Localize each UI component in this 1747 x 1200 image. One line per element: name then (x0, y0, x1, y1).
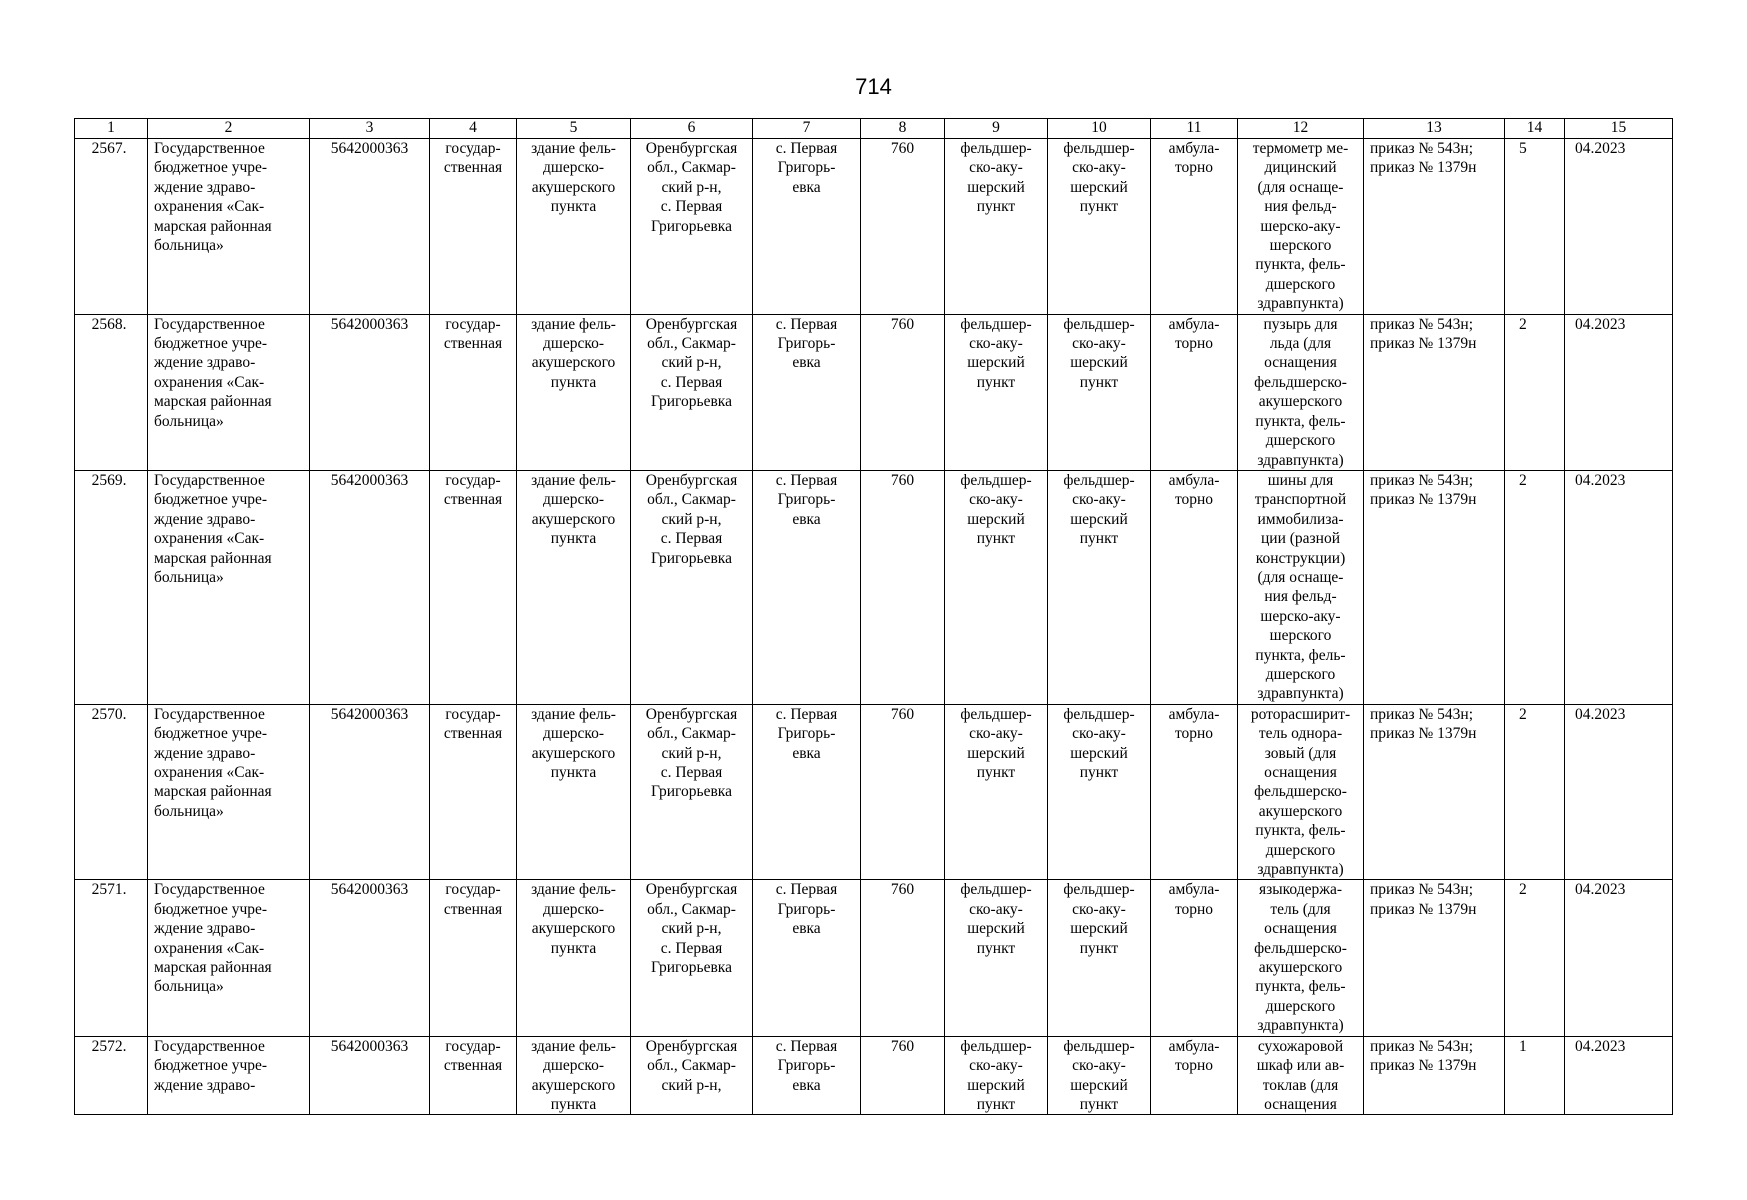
column-header: 9 (945, 119, 1048, 139)
ownership-form: государ- ственная (430, 704, 517, 880)
locality: с. Первая Григорь- евка (753, 139, 861, 315)
order: приказ № 543н; приказ № 1379н (1364, 314, 1505, 470)
order: приказ № 543н; приказ № 1379н (1364, 1036, 1505, 1115)
building: здание фель- дшерско- акушерского пункта (517, 880, 631, 1036)
row-number: 2570. (75, 704, 148, 880)
date: 04.2023 (1565, 880, 1673, 1036)
unit-name: фельдшер- ско-аку- шерский пункт (1048, 314, 1151, 470)
unit-type: фельдшер- ско-аку- шерский пункт (945, 314, 1048, 470)
quantity: 1 (1505, 1036, 1565, 1115)
locality: с. Первая Григорь- евка (753, 1036, 861, 1115)
equipment: роторасширит- тель однора- зовый (для оснащения фельдшерско- акушерского пункта, фель- дшерского здравпункта) (1238, 704, 1364, 880)
population: 760 (861, 704, 945, 880)
address: Оренбургская обл., Сакмар- ский р-н, с. Первая Григорьевка (631, 704, 753, 880)
ownership-form: государ- ственная (430, 470, 517, 704)
column-header: 4 (430, 119, 517, 139)
equipment: шины для транспортной иммобилиза- ции (разной конструкции) (для оснаще- ния фельд- шерско-аку- шерского пункта, фель- дшерского здравпункта) (1238, 470, 1364, 704)
row-number: 2569. (75, 470, 148, 704)
unit-name: фельдшер- ско-аку- шерский пункт (1048, 470, 1151, 704)
unit-name: фельдшер- ско-аку- шерский пункт (1048, 704, 1151, 880)
organization-name: Государственное бюджетное учре- ждение здраво- (148, 1036, 310, 1115)
table-row (75, 139, 1673, 315)
care-form: амбула- торно (1151, 470, 1238, 704)
table-row (75, 314, 1673, 470)
ownership-form: государ- ственная (430, 314, 517, 470)
column-header: 12 (1238, 119, 1364, 139)
table-row (75, 880, 1673, 1036)
inn: 5642000363 (310, 880, 430, 1036)
address: Оренбургская обл., Сакмар- ский р-н, с. Первая Григорьевка (631, 880, 753, 1036)
building: здание фель- дшерско- акушерского пункта (517, 470, 631, 704)
building: здание фель- дшерско- акушерского пункта (517, 704, 631, 880)
quantity: 2 (1505, 314, 1565, 470)
address: Оренбургская обл., Сакмар- ский р-н, с. Первая Григорьевка (631, 314, 753, 470)
ownership-form: государ- ственная (430, 139, 517, 315)
unit-type: фельдшер- ско-аку- шерский пункт (945, 139, 1048, 315)
date: 04.2023 (1565, 139, 1673, 315)
ownership-form: государ- ственная (430, 1036, 517, 1115)
address: Оренбургская обл., Сакмар- ский р-н, с. Первая Григорьевка (631, 139, 753, 315)
row-number: 2567. (75, 139, 148, 315)
inn: 5642000363 (310, 704, 430, 880)
order: приказ № 543н; приказ № 1379н (1364, 880, 1505, 1036)
order: приказ № 543н; приказ № 1379н (1364, 139, 1505, 315)
locality: с. Первая Григорь- евка (753, 314, 861, 470)
date: 04.2023 (1565, 314, 1673, 470)
population: 760 (861, 1036, 945, 1115)
unit-name: фельдшер- ско-аку- шерский пункт (1048, 139, 1151, 315)
column-header: 14 (1505, 119, 1565, 139)
locality: с. Первая Григорь- евка (753, 880, 861, 1036)
care-form: амбула- торно (1151, 880, 1238, 1036)
row-number: 2571. (75, 880, 148, 1036)
population: 760 (861, 470, 945, 704)
column-header: 13 (1364, 119, 1505, 139)
column-header: 7 (753, 119, 861, 139)
table-row (75, 1036, 1673, 1115)
unit-type: фельдшер- ско-аку- шерский пункт (945, 880, 1048, 1036)
organization-name: Государственное бюджетное учре- ждение здраво- охранения «Сак- марская районная больница» (148, 139, 310, 315)
population: 760 (861, 314, 945, 470)
column-header: 1 (75, 119, 148, 139)
quantity: 2 (1505, 470, 1565, 704)
column-header: 2 (148, 119, 310, 139)
column-header: 8 (861, 119, 945, 139)
equipment: термометр ме- дицинский (для оснаще- ния фельд- шерско-аку- шерского пункта, фель- дшерского здравпункта) (1238, 139, 1364, 315)
population: 760 (861, 139, 945, 315)
date: 04.2023 (1565, 1036, 1673, 1115)
organization-name: Государственное бюджетное учре- ждение здраво- охранения «Сак- марская районная больница» (148, 704, 310, 880)
column-number-row (75, 119, 1673, 139)
quantity: 2 (1505, 880, 1565, 1036)
building: здание фель- дшерско- акушерского пункта (517, 1036, 631, 1115)
locality: с. Первая Григорь- евка (753, 704, 861, 880)
row-number: 2572. (75, 1036, 148, 1115)
equipment: пузырь для льда (для оснащения фельдшерско- акушерского пункта, фель- дшерского здравпункта) (1238, 314, 1364, 470)
population: 760 (861, 880, 945, 1036)
column-header: 11 (1151, 119, 1238, 139)
address: Оренбургская обл., Сакмар- ский р-н, с. Первая Григорьевка (631, 470, 753, 704)
locality: с. Первая Григорь- евка (753, 470, 861, 704)
column-header: 3 (310, 119, 430, 139)
organization-name: Государственное бюджетное учре- ждение здраво- охранения «Сак- марская районная больница» (148, 314, 310, 470)
page-number: 714 (855, 74, 892, 99)
unit-type: фельдшер- ско-аку- шерский пункт (945, 704, 1048, 880)
unit-type: фельдшер- ско-аку- шерский пункт (945, 470, 1048, 704)
unit-name: фельдшер- ско-аку- шерский пункт (1048, 1036, 1151, 1115)
registry-table (74, 118, 1673, 1115)
organization-name: Государственное бюджетное учре- ждение здраво- охранения «Сак- марская районная больница» (148, 880, 310, 1036)
inn: 5642000363 (310, 470, 430, 704)
quantity: 2 (1505, 704, 1565, 880)
address: Оренбургская обл., Сакмар- ский р-н, (631, 1036, 753, 1115)
table-row (75, 470, 1673, 704)
table-row (75, 704, 1673, 880)
row-number: 2568. (75, 314, 148, 470)
care-form: амбула- торно (1151, 1036, 1238, 1115)
inn: 5642000363 (310, 314, 430, 470)
equipment: языкодержа- тель (для оснащения фельдшерско- акушерского пункта, фель- дшерского здравпункта) (1238, 880, 1364, 1036)
date: 04.2023 (1565, 704, 1673, 880)
equipment: сухожаровой шкаф или ав- токлав (для оснащения (1238, 1036, 1364, 1115)
column-header: 10 (1048, 119, 1151, 139)
building: здание фель- дшерско- акушерского пункта (517, 139, 631, 315)
order: приказ № 543н; приказ № 1379н (1364, 470, 1505, 704)
care-form: амбула- торно (1151, 314, 1238, 470)
inn: 5642000363 (310, 139, 430, 315)
ownership-form: государ- ственная (430, 880, 517, 1036)
order: приказ № 543н; приказ № 1379н (1364, 704, 1505, 880)
inn: 5642000363 (310, 1036, 430, 1115)
column-header: 5 (517, 119, 631, 139)
column-header: 15 (1565, 119, 1673, 139)
building: здание фель- дшерско- акушерского пункта (517, 314, 631, 470)
care-form: амбула- торно (1151, 139, 1238, 315)
organization-name: Государственное бюджетное учре- ждение здраво- охранения «Сак- марская районная больница» (148, 470, 310, 704)
care-form: амбула- торно (1151, 704, 1238, 880)
unit-name: фельдшер- ско-аку- шерский пункт (1048, 880, 1151, 1036)
quantity: 5 (1505, 139, 1565, 315)
unit-type: фельдшер- ско-аку- шерский пункт (945, 1036, 1048, 1115)
column-header: 6 (631, 119, 753, 139)
date: 04.2023 (1565, 470, 1673, 704)
